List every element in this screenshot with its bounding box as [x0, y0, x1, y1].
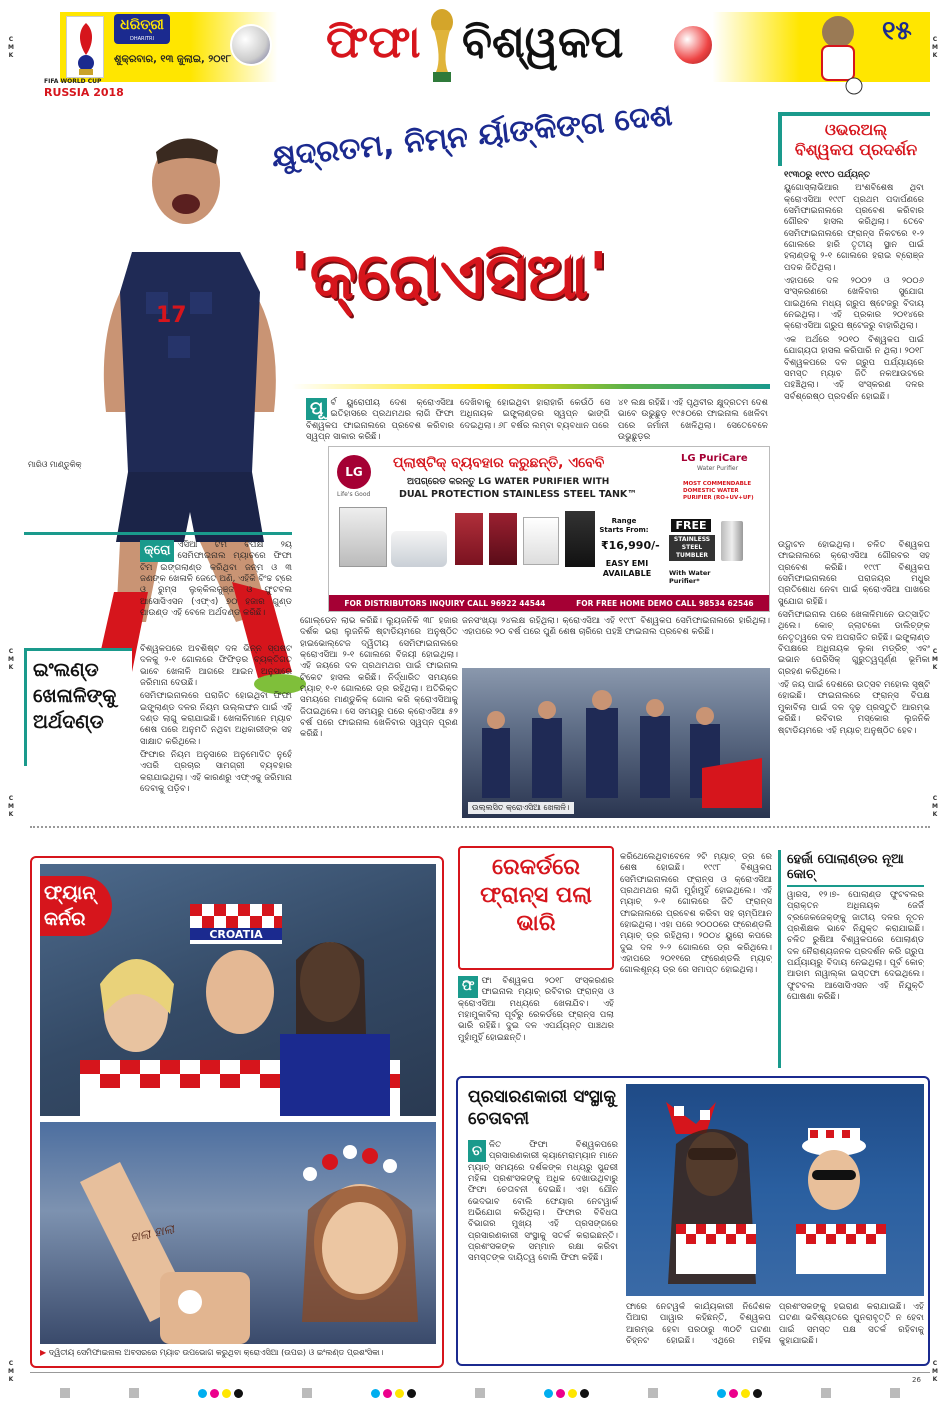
- overall-para: ଏହାପରେ ଦଳ ୨୦୦୨ ଓ ୨୦୦୬ ସଂସ୍କରଣରେ ଖେଳିବାର ସୁଯୋଗ ପାଇଥିଲେ ମଧ୍ୟ ଗ୍ରୁପ ଷ୍ଟେଜରୁ ବିଦାୟ ନେଇଥିଲା। ଏହି ପ୍ରକାର ୨୦୧୪ରେ କ୍ରୋଏସିଆ ଗ୍ରୁପ ଷ୍ଟେଜରୁ ବାହାରିଥିଲା।: [784, 276, 924, 332]
- right-story-column: [778, 540, 930, 816]
- trophy-icon: [428, 8, 456, 86]
- croatia-para: ସେମିଫାଇନାଲରେ ପରାଜିତ ହୋଇଥିବା ଫିଫା ଇଙ୍ଗ୍ଲାଣ୍ଡ ଦଳର ନିୟମ ଉଲ୍ଲଙ୍ଘନ ପାଇଁ ଏହି ଦଣ୍ଡ ଲାଗୁ କରାଯାଇଛି। ଖେଳାଳିମାନେ ମ୍ୟାଚ ଶେଷ ପରେ ଅନୁମତି ନଥିବା ଅଧିକାରୀଙ୍କ ସହ ସାକ୍ଷାତ କରିଥିଲେ।: [140, 691, 292, 747]
- france-box: [458, 846, 614, 970]
- fan-caption-text: ଦ୍ୱିତୀୟ ସେମିଫାଇନାଲ ଅବସରରେ ମ୍ୟାଚ ଉପଭୋଗ କରୁଥିବା କ୍ରୋଏସିଆ (ଉପର) ଓ ଇଂଲଣ୍ଡ ପ୍ରଶଂସିକା।: [48, 1348, 384, 1357]
- croatia-story-cont: [140, 644, 292, 820]
- lead-kicker: କ୍ଷୁଦ୍ରତମ, ନିମ୍ନ ର୍ୟାଙ୍କିଙ୍ଗ ଦେଶ: [270, 97, 674, 175]
- price: ₹16,990/-: [601, 539, 660, 552]
- gray-swatch: [890, 1388, 900, 1398]
- right-story-para: ସେମିଫାଇନାଲ ପରେ ଖେଳାଳିମାନେ ଉତ୍ସାହିତ ଥିଲେ। କୋଚ୍ ଜ୍ଲାଟକୋ ଡାଲିଚ୍ଙ୍କ ନେତୃତ୍ୱରେ ଦଳ ଅପରାଜିତ ରହିଛି। ଇଙ୍ଗ୍ଲାଣ୍ଡ ବିପକ୍ଷରେ ଅଧିନାୟକ ଲୁକା ମଡ୍ରିଚ୍ ଏବଂ ଇଭାନ ପେରିସିକ୍ ଗୁରୁତ୍ୱପୂର୍ଣ୍ଣ ଭୂମିକା ଗ୍ରହଣ କରିଥିଲେ।: [778, 610, 930, 677]
- celebration-photo: [462, 668, 770, 818]
- publication-name-en: DHARITRI: [130, 36, 154, 42]
- broadcast-bottom: [626, 1302, 924, 1360]
- france-side: କରିଥେଲେଥିବାବେଳେ ୨ଟି ମ୍ୟାଚ୍ ଡ୍ର ରେ ଶେଷ ହୋଇଛି। ୧୯୯୮ ବିଶ୍ୱକପ ସେମିଫାଇନାଲରେ ଫ୍ରାନ୍ସ ଓ କ୍ରୋଏସିଆ ପ୍ରଥମଥର ଲାଗି ମୁହାଁମୁହିଁ ହୋଇଥିଲେ। ଏହି ମ୍ୟାଚ୍ ୨-୧ ଗୋଲରେ ଜିତି ଫ୍ରାନ୍ସ ଫାଇନାଲରେ ପ୍ରବେଶ କରିବା ସହ ଚାମ୍ପିଆନ ହୋଇଥିଲା। ଏହା ପରେ ୨୦୦୦ରେ ଫ୍ରେଣ୍ଡଲି ମ୍ୟାଚ୍ ଡ୍ର ରହିଥିଲା। ୨୦୦୪ ୟୁରୋ କପରେ ଦୁଇ ଦଳ ୨-୨ ଗୋଲରେ ଡ୍ର କରିଥିଲେ। ଏହାପରେ ୨୦୧୧ରେ ଫ୍ରେଣ୍ଡଲି ମ୍ୟାଚ୍ ଗୋଲଶୂନ୍ୟ ଡ୍ର ରେ ସମାପ୍ତ ହୋଇଥିଲା।: [620, 852, 772, 976]
- registration-mark: C M K: [8, 1360, 14, 1383]
- lg-logo: LG: [337, 455, 371, 489]
- registration-mark: C M K: [932, 1360, 938, 1383]
- fan-photo-england: [40, 1122, 436, 1344]
- right-story-para: ଉଦ୍ଘାଟନ ହୋଇଥିଲା। ଚଳିତ ବିଶ୍ୱକପ ଫାଇନାଲରେ କ୍ରୋଏସିଆ ଗୌରବର ସହ ପ୍ରବେଶ କରିଛି। ୧୯୯୮ ବିଶ୍ୱକପ ସେମିଫାଇନାଲରେ ପରାଜୟର ମଧୁର ପ୍ରତିଶୋଧ ନେବା ପାଇଁ କ୍ରୋଏସିଆ ପାଖରେ ସୁଯୋଗ ରହିଛି।: [778, 540, 930, 607]
- france-box-title: ରେକର୍ଡରେ ଫ୍ରାନ୍ସ ପଲା ଭାରି: [480, 855, 592, 936]
- tumbler-icon: [721, 521, 743, 561]
- drop-cap: ପୂ: [306, 398, 327, 420]
- right-story-para: ଏହି ଜୟ ପାଇଁ ଦେଶରେ ଉତ୍ସବ ମହୋଲ ସୃଷ୍ଟି ହୋଇଛି। ଫାଇନାଲରେ ଫ୍ରାନ୍ସ ବିପକ୍ଷ ମୁକାବିଲା ପାଇଁ ଦଳ ଦୃଢ଼ ପ୍ରସ୍ତୁତି ଆରମ୍ଭ କରିଛି। ରବିବାର ମସ୍କୋର ଲୁଜନିକି ଷ୍ଟାଡିୟମରେ ଏହି ମ୍ୟାଚ୍ ଅନୁଷ୍ଠିତ ହେବ।: [778, 680, 930, 736]
- fan-corner-badge: ଫ୍ୟାନ୍ କର୍ନର: [40, 876, 112, 936]
- center-story-mid: [462, 616, 770, 666]
- page-number: ୧୫: [882, 16, 912, 46]
- product-image: [339, 507, 387, 567]
- lg-tagline: Life's Good: [337, 491, 371, 498]
- polish-box: [778, 850, 930, 1068]
- masthead-title-right: ବିଶ୍ୱକପ: [462, 17, 624, 68]
- ad-product: LG PuriCare: [681, 453, 748, 464]
- center-para: ଗୋଲ୍ଡେନ ଲାଭ କରିଛି। ଲ୍ୟୁଜନିକି ୩୮ ହଜାର ଦର୍ଶକ ଭରା ଲୁଜନିକି ଷ୍ଟାଡିୟମରେ ଅନୁଷ୍ଠିତ ହାଇଭୋଲ୍ଟେଜ ଦ୍ୱିତୀୟ ସେମିଫାଇନାଲରେ କ୍ରୋଏସିଆ ୨-୧ ଗୋଲରେ ବିଜୟୀ ହୋଇଥିଲା। ଏହି ଜୟରେ ଦଳ ପ୍ରଥମଥର ପାଇଁ ଫାଇନାଲ ଟିକେଟ ହାସଲ କରିଛି। ନିର୍ଦ୍ଧାରିତ ସମୟରେ ମ୍ୟାଚ୍ ୧-୧ ଗୋଲରେ ଡ୍ର ରହିଥିଲା। ଅତିରିକ୍ତ ସମୟରେ ମାଣ୍ଡୁକିକ୍ ଗୋଲ କରି କ୍ରୋଏସିଆକୁ ଜିତାଇଥିଲେ। ସେ ସମୟରୁ ପରେ କ୍ରୋଏସିଆ ୫୨ ବର୍ଷ ପରେ ଫାଇନାଲ ଖେଳିବାର ସ୍ୱପ୍ନ ପୂରଣ କରିଛି।: [300, 616, 458, 740]
- publication-logo: [114, 14, 170, 44]
- ad-award: MOST COMMENDABLE DOMESTIC WATER PURIFIER (RO+UV+UF): [683, 481, 754, 501]
- scarf-text: ହାଲା ହାଲା: [128, 1221, 176, 1245]
- broadcast-body-text: ଳିତ ଫିଫା ବିଶ୍ୱକପରେ ପ୍ରସାରଣକାରୀ କ୍ୟାମେରାମ୍ୟାନ ମାନେ ମ୍ୟାଚ୍ ସମୟରେ ଦର୍ଶକଙ୍କ ମଧ୍ୟରୁ ସୁନ୍ଦରୀ ମହିଳା ପ୍ରଶଂସକଙ୍କୁ ଅଧିକ ଦେଖାଉଥିବାରୁ ଫିଫା ଚେତାବନୀ ଦେଇଛି। ଏହା ଯୌନ ଭେଦଭାବ ବୋଲି ଫେୟାର ନେଟୱାର୍କ ଅଭିଯୋଗ କରିଥିଲା। ଫିଫାର ବିବିଧତା ବିଭାଗର ମୁଖ୍ୟ ଏହି ପ୍ରସଙ୍ଗରେ ପ୍ରସାରଣକାରୀ ସଂସ୍ଥାକୁ ସତର୍କ କରାଇଛନ୍ତି। ପ୍ରଶଂସକଙ୍କ ସମ୍ମାନ ରକ୍ଷା କରିବା ସମସ୍ତଙ୍କ ଦାୟିତ୍ୱ ବୋଲି ଫିଫା କହିଛି।: [468, 1140, 618, 1264]
- product-image: [391, 531, 447, 567]
- drop-cap: ଫି: [458, 976, 478, 998]
- croatia-para: ଏସିଆ ଟିମ ବିପକ୍ଷ ୨ୟ ସେମିଫାଇନାଲ ମ୍ୟାଚରେ ଫିଫା ଟିମ ଇଙ୍ଗଲାଣ୍ଡ କରିଥିବା ଜନ୍ମ ଓ ୩ ଜଣଙ୍କ ଖେଳାଳି ଜେତେ ଅଣି, ଏହିକି ବିଂଚ୍ଚ ଟ୍ରେ ଓ ରୁମ୍ସ ଲୁକ୍କିଲକୁଞ୍ଜ ଓ ଫୁଟବଲ ଆସୋସିଏସନ (ଏଫ୍ଏ) ୭୦ ହଜାର ଗୁଣ୍ଡ ପାଉଣ୍ଡ ଏହି ବେଳେ ଅର୍ଥଦଣ୍ଡ କରିଛି।: [140, 540, 292, 619]
- fan-photo-croatia: [40, 864, 436, 1116]
- lg-advertisement[interactable]: [328, 446, 770, 612]
- overall-body: [778, 166, 930, 409]
- product-image: [455, 513, 483, 565]
- registration-mark: C M K: [8, 648, 14, 671]
- free-item: STAINLESS STEEL TUMBLER: [669, 535, 715, 561]
- lead-headline: 'କ୍ରୋଏସିଆ': [290, 240, 609, 314]
- mascot-icon: [808, 10, 868, 96]
- fan-corner-caption: [40, 1348, 436, 1358]
- broadcast-photo: [626, 1084, 924, 1296]
- center-story-left: [300, 616, 458, 822]
- polish-text: ୱାରସ, ୧୨।୭- ପୋଲାଣ୍ଡ ଫୁଟବଲର ପ୍ରାକ୍ତନ ଅଧିନାୟକ ଜେର୍ଜି ବ୍ରଜେକଜେକ୍ଙ୍କୁ ଜାତୀୟ ଦଳର ନୂତନ ପ୍ରଶିକ୍ଷକ ଭାବେ ନିଯୁକ୍ତ କରାଯାଇଛି। ଚଳିତ ରୁଷିଆ ବିଶ୍ୱକପରେ ପୋଲାଣ୍ଡ ଦଳ ନୈରାଶ୍ୟଜନକ ପ୍ରଦର୍ଶନ କରି ଗ୍ରୁପ ପର୍ଯ୍ୟାୟରୁ ବିଦାୟ ନେଇଥିଲା। ପୂର୍ବ କୋଚ୍ ଆଡାମ ନାୱାଲ୍କା ଇସ୍ତଫା ଦେଇଥିଲେ। ଫୁଟବଲ ଆସୋସିଏସନ ଏହି ନିଯୁକ୍ତି ଘୋଷଣା କରିଛି।: [787, 890, 924, 1003]
- gray-swatch: [648, 1388, 658, 1398]
- masthead: [30, 10, 930, 102]
- broadcast-box: [456, 1076, 930, 1366]
- ad-subline: ଅପଗ୍ରେଡ କରନ୍ତୁ LG WATER PURIFIER WITH: [407, 477, 610, 487]
- product-image: [523, 517, 559, 565]
- france-box-side: [620, 852, 772, 1068]
- cmyk-swatch: [544, 1389, 589, 1398]
- masthead-title-left: ଫିଫା: [326, 17, 421, 68]
- overall-para: ୟୁଗୋସ୍ଲାଭିଆର ଅଂଶବିଶେଷ ଥିବା କ୍ରୋଏସିଆ ୧୯୯୮ ପ୍ରଥମ ପଦାର୍ପଣରେ ସେମିଫାଇନାଲରେ ପ୍ରବେଶ କରିବାର ଗୌରବ ହାସଲ କରିଥିଲା। ତେବେ ସେମିଫାଇନାଲରେ ଫ୍ରାନ୍ସ ନିକଟରେ ୧-୨ ଗୋଲରେ ହାରି ତୃତୀୟ ସ୍ଥାନ ପାଇଁ ହଲାଣ୍ଡକୁ ୨-୧ ଗୋଲରେ ହରାଇ ବ୍ରୋଞ୍ଜ ପଦକ ଜିତିଥିଲା।: [784, 183, 924, 273]
- svg-text:17: 17: [156, 303, 187, 328]
- lead-para-3: ୪୧ ଲକ୍ଷ ରହିଛି। ଏହି ପୃଥିବୀର କ୍ଷୁଦ୍ରତମ ଦେଶ ଭାବେ ଉଭୁଛୁଡ଼ ୧୯୫୦ରେ ଫାଇନାଲ ଖେଳିବା ପରେ ଜର୍ମାନୀ ଖେଳିଥିଲା। ସେତେବେଳେ ଉଭୁଛୁଡ଼ର: [618, 398, 768, 443]
- caption-marker-icon: ▶: [40, 1348, 47, 1357]
- gray-swatch: [60, 1388, 70, 1398]
- lead-para-1: ର୍ବ ୟୁରୋପୀୟ ଦେଶ କ୍ରୋଏସିଆ ଇତିହାସରେ ପ୍ରଥମଥର ଲାଗି ଫିଫା ବିଶ୍ୱକପ ଫାଇନାଲରେ ପ୍ରବେଶ କରିବାର ସ୍ୱପ୍ନ ସାକାର କରିଛି।: [306, 398, 454, 443]
- teal-frame: [24, 532, 292, 535]
- ad-distributor-call[interactable]: FOR DISTRIBUTORS INQUIRY CALL 96922 44544: [344, 598, 546, 608]
- registration-mark: C M K: [932, 795, 938, 818]
- football-icon: [672, 24, 714, 66]
- france-box-body: [458, 976, 614, 1068]
- emi-note: EASY EMI AVAILABLE: [602, 559, 652, 578]
- overall-para: ଏକ ଅର୍ଥରେ ୨୦୧୦ ବିଶ୍ୱକପ ପାଇଁ ଯୋଗ୍ୟତା ହାସଲ କରିପାରି ନ ଥିଲା। ୨୦୧୮ ବିଶ୍ୱକପରେ ଦଳ ଗ୍ରୁପ ପର୍ଯ୍ୟାୟରେ ସମସ୍ତ ମ୍ୟାଚ ଜିତି ନକଆଉଟରେ ପହଞ୍ଚିଥିଲା। ଏହି ସଂସ୍କରଣ ଦଳର ସର୍ବଶ୍ରେଷ୍ଠ ପ୍ରଦର୍ଶନ ହୋଇଛି।: [784, 334, 924, 402]
- football-icon: [230, 24, 272, 66]
- masthead-date: ଶୁକ୍ରବାର, ୧୩ ଜୁଲାଇ, ୨୦୧୮: [114, 54, 231, 65]
- free-note: With Water Purifier*: [669, 569, 711, 585]
- publication-name: ଧରିତ୍ରୀ: [120, 17, 164, 33]
- wc-logo-line: FIFA WORLD CUP: [44, 78, 102, 85]
- overall-title-2: ବିଶ୍ୱକପ ପ୍ରଦର୍ଶନ: [794, 140, 918, 159]
- lead-column-1: [306, 398, 454, 445]
- registration-mark: C M K: [8, 795, 14, 818]
- product-image: [489, 513, 517, 565]
- broadcast-body: [468, 1140, 618, 1316]
- ad-subline-en: DUAL PROTECTION STAINLESS STEEL TANK™: [399, 489, 637, 500]
- celebration-caption: ଉଲ୍ଲସିତ କ୍ରୋଏସିଆ ଖେଳାଳି।: [468, 802, 574, 814]
- color-separator: [292, 384, 770, 389]
- overall-years: ୧୯୩୦ରୁ ୧୯୯୦ ପର୍ଯ୍ୟନ୍ତ: [784, 170, 870, 180]
- croatia-story: [140, 540, 292, 640]
- registration-mark: C M K: [932, 648, 938, 671]
- cmyk-swatch: [717, 1389, 762, 1398]
- registration-mark: C M K: [8, 36, 14, 59]
- footer-divider: [30, 1372, 930, 1373]
- gray-swatch: [475, 1388, 485, 1398]
- world-cup-logo: [66, 16, 104, 78]
- cmyk-swatch: [198, 1389, 243, 1398]
- croatia-para: ଫିଫାର ନିୟମ ଅନୁସାରେ ଅନୁମୋଦିତ ନୁହେଁ ଏପରି ପ୍ରଚାର ସାମଗ୍ରୀ ବ୍ୟବହାର କରାଯାଇଥିଲା। ଏହି କାରଣରୁ ଏଫ୍ଏକୁ ଜରିମାନା ଦେବାକୁ ପଡ଼ିବ।: [140, 750, 292, 795]
- fan-corner: [30, 856, 444, 1368]
- overall-title-1: ଓଭରଅଲ୍: [824, 120, 888, 139]
- england-box: [24, 648, 132, 766]
- print-marks: [60, 1388, 900, 1398]
- gray-swatch: [129, 1388, 139, 1398]
- lead-column-2: [460, 398, 610, 434]
- drop-cap: ଚ: [468, 1140, 486, 1162]
- ad-footer: [329, 595, 769, 611]
- ad-demo-call[interactable]: FOR FREE HOME DEMO CALL 98534 62546: [576, 598, 754, 608]
- croatia-para: ବିଶ୍ୱକପରେ ଅବଶିଷ୍ଟ ଦଳ ଭିନ୍ନ ସ୍ପଷ୍ଟ ଦଳକୁ ୨-୧ ଗୋଲରେ ଫିଫିଡ଼ର ବ୍ୟକ୍ତିଗତ ଭାବେ ଖେଳାଳି ଆଗରେ ଆଇନ ଅନୁସାରେ ଜରିମାନା ଦେଉଛି।: [140, 644, 292, 689]
- hat-text: CROATIA: [209, 928, 263, 941]
- lead-para-2: ଦେଖିବାକୁ ହୋଇଥିବା ହାରାହାରି କେଉଁଠି ସେ ଅଧିନାୟକ ଇଙ୍ଗ୍ଲାଣ୍ଡର ସ୍ୱପ୍ନ ଭାଙ୍ଗି ଦେଇଥିଲା। ୬୮ ବର୍ଷର ଲମ୍ବା ବ୍ୟବଧାନ ପରେ: [460, 398, 610, 431]
- gray-swatch: [302, 1388, 312, 1398]
- price-range-label: Range Starts From:: [599, 517, 649, 534]
- center-para: ଜନସଂଖ୍ୟା ୨୪ଲକ୍ଷ ରହିଥିଲା। କ୍ରୋଏସିଆ ଏହି ୧୯୯୮ ବିଶ୍ୱକପ ସେମିଫାଇନାଲରେ ହାରିଥିଲା। ଏହାପରେ ୨୦ ବର୍ଷ ପରେ ପୁଣି ଶେଷ ଚାରିରେ ପହଞ୍ଚି ଫାଇନାଲ ପ୍ରବେଶ କରିଛି।: [462, 616, 770, 638]
- broadcast-bottom-text: ଫାରେ ନେଟୱର୍କ କାର୍ଯ୍ୟକାରୀ ନିର୍ଦ୍ଦେଶକ ପିଆରା ପାୱାର କହିଛନ୍ତି, ବିଶ୍ୱକପ ଆରମ୍ଭ ହେବା ପରଠାରୁ ୩୦ଟି ଘଟଣା ଚିହ୍ନଟ ହୋଇଛି। ଏଥିରେ ମହିଳା ପ୍ରଶଂସକଙ୍କୁ ହଇରାଣ କରାଯାଇଛି। ଏହି ଘଟଣା ଭବିଷ୍ୟତରେ ପୁନରାବୃତ୍ତି ନ ହେବା ପାଇଁ ସମସ୍ତ ପକ୍ଷ ସତର୍କ ରହିବାକୁ କୁହାଯାଇଛି।: [626, 1302, 924, 1347]
- lead-column-3: [618, 398, 768, 445]
- polish-box-title: ହେର୍ଜା ପୋଲାଣ୍ଡର ନୂଆ କୋଚ୍: [787, 852, 924, 887]
- footer-page-number: 26: [912, 1376, 921, 1384]
- drop-cap: କ୍ରୋ: [140, 540, 174, 562]
- registration-mark: C M K: [932, 36, 938, 59]
- wc-logo-city: RUSSIA 2018: [44, 86, 124, 99]
- overall-box-header: [778, 112, 930, 166]
- product-image: [565, 511, 595, 567]
- cmyk-swatch: [371, 1389, 416, 1398]
- france-body: ଫା ବିଶ୍ୱକପ ୨୦୧୮ ସଂସ୍କରଣର ଫାଇନାଲ ମ୍ୟାଚ୍ ରବିବାର ଫ୍ରାନ୍ସ ଓ କ୍ରୋଏସିଆ ମଧ୍ୟରେ ଖେଳାଯିବ। ଏହି ମହାମୁକାବିଲା ପୂର୍ବରୁ ରେକର୍ଡରେ ଫ୍ରାନ୍ସ ପଲା ଭାରି ରହିଛି। ଦୁଇ ଦଳ ଏପର୍ଯ୍ୟନ୍ତ ପାଞ୍ଚଥର ମୁହାଁମୁହିଁ ହୋଇଛନ୍ତି।: [458, 976, 614, 1043]
- ad-headline: ପ୍ଲାଷ୍ଟିକ୍ ବ୍ୟବହାର କରୁଛନ୍ତି, ଏବେବି: [393, 455, 605, 471]
- broadcast-title: ପ୍ରସାରଣକାରୀ ସଂସ୍ଥାକୁ ଚେତାବନୀ: [468, 1087, 616, 1129]
- ad-product-sub: Water Purifier: [697, 465, 739, 472]
- england-box-title: ଇଂଲଣ୍ଡ ଖେଳାଳିଙ୍କୁ ଅର୍ଥଦଣ୍ଡ: [33, 659, 117, 733]
- player-caption: ମାରିଓ ମାଣ୍ଡୁକିକ୍: [28, 460, 82, 469]
- gray-swatch: [821, 1388, 831, 1398]
- dotted-divider: [30, 826, 930, 828]
- free-badge: FREE: [671, 519, 711, 532]
- polish-body: [787, 890, 924, 1076]
